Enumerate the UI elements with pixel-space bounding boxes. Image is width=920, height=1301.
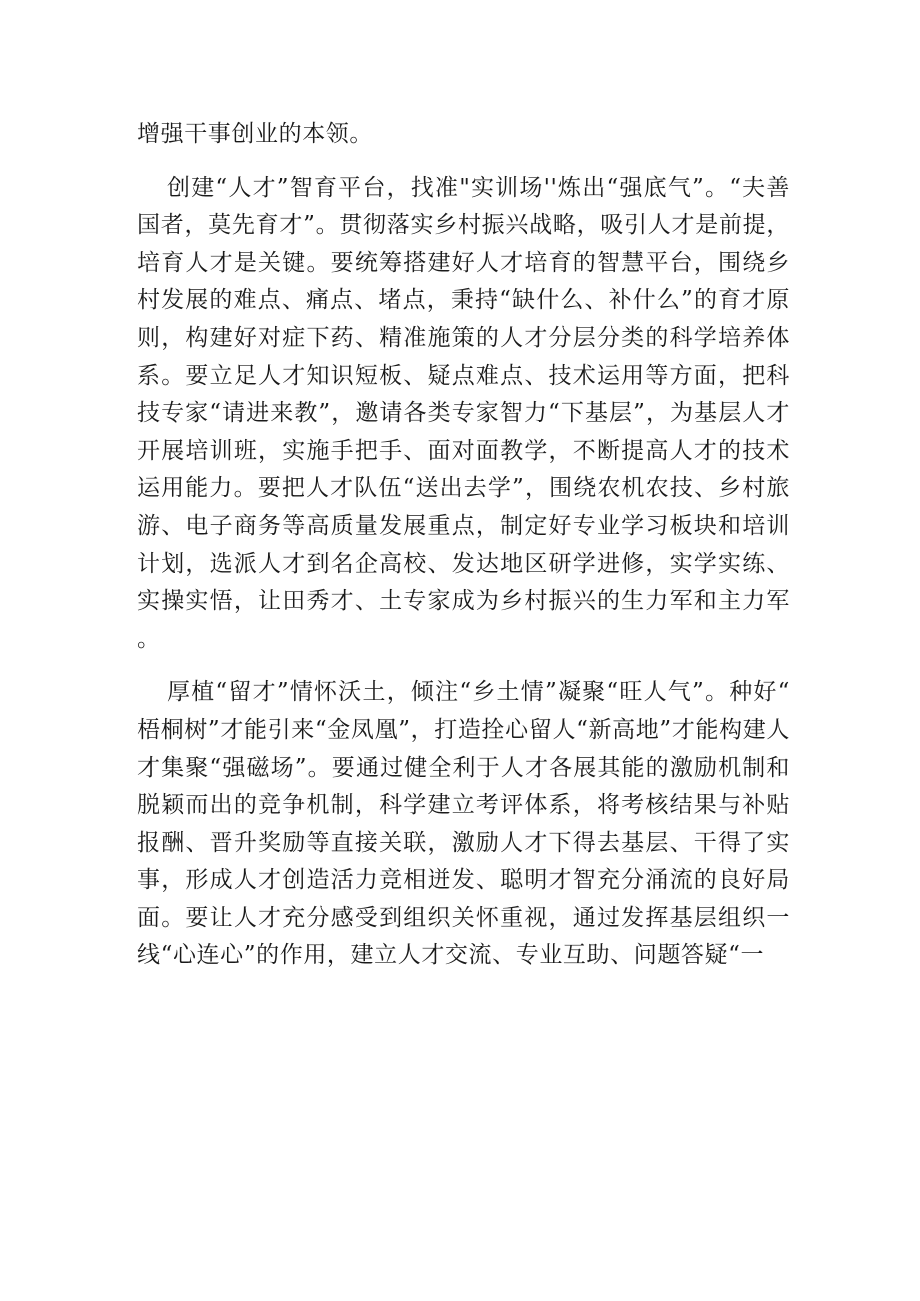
paragraph-talent-training: 创建“人才”智育平台，找准"实训场''炼出“强底气”。“夫善国者，莫先育才”。贯彻落实乡村振兴战略，吸引人才是前提，培育人才是关键。要统筹搭建好人才培育的智慧平台，围绕乡村发展的难点、痛点、堵点，秉持“缺什么、补什么”的育才原则，构建好对症下药、精准施策的人才分层分类的科学培养体系。要立足人才知识短板、疑点难点、技术运用等方面，把科技专家“请进来教”，邀请各类专家智力“下基层”，为基层人才开展培训班，实施手把手、面对面教学，不断提高人才的技术运用能力。要把人才队伍“送出去学”，围绕农机农技、乡村旅游、电子商务等高质量发展重点，制定好专业学习板块和培训计划，选派人才到名企高校、发达地区研学进修，实学实练、实操实悟，让田秀才、土专家成为乡村振兴的生力军和主力军。	[137, 174, 790, 652]
paragraph-talent-retention: 厚植“留才”情怀沃土，倾注“乡土情”凝聚“旺人气”。种好“梧桐树”才能引来“金凤凰”，打造拴心留人“新高地”才能构建人才集聚“强磁场”。要通过健全利于人才各展其能的激励机制和脱颖而出的竞争机制，科学建立考评体系，将考核结果与补贴报酬、晋升奖励等直接关联，激励人才下得去基层、干得了实事，形成人才创造活力竞相迸发、聪明才智充分涌流的良好局面。要让人才充分感受到组织关怀重视，通过发挥基层组织一线“心连心”的作用，建立人才交流、专业互助、问题答疑“一	[137, 679, 790, 969]
paragraph-gap	[137, 658, 790, 674]
document-body	[137, 116, 790, 975]
paragraph-gap	[137, 154, 790, 170]
paragraph-continuation: 增强干事创业的本领。	[137, 121, 373, 147]
